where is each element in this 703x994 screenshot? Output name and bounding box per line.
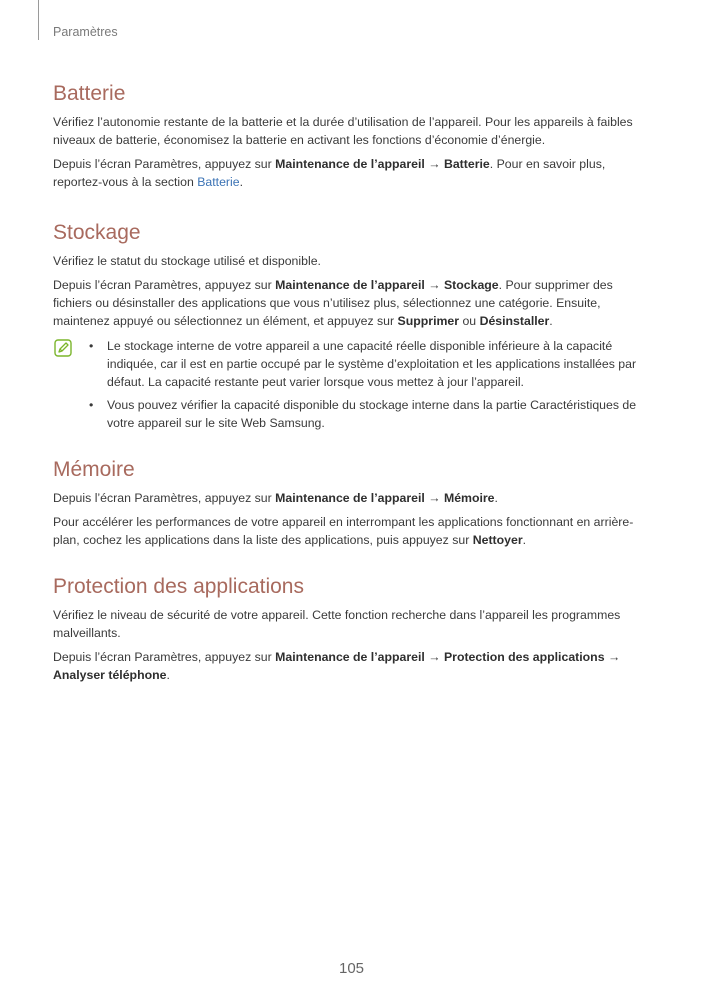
bullet-dot: • xyxy=(89,339,94,353)
arrow-separator: → xyxy=(424,278,444,292)
section-title-batterie: Batterie xyxy=(53,82,126,105)
text: . Pour supprimer des fichiers ou désinstaller des applications que vous n’utilisez plus, sélectionnez une catégorie. Ensuite, maintenez appuyé ou sélectionnez un élément, et appuyez sur xyxy=(53,278,613,328)
note-bullet xyxy=(89,396,653,432)
protection-instructions xyxy=(53,648,653,684)
text: . xyxy=(239,175,244,189)
menu-path-analyser: Analyser téléphone xyxy=(53,668,167,682)
menu-path-maintenance: Maintenance de l’appareil xyxy=(275,157,425,171)
menu-path-maintenance: Maintenance de l’appareil xyxy=(275,278,425,292)
section-title-protection: Protection des applications xyxy=(53,575,304,598)
stockage-description: Vérifiez le statut du stockage utilisé et disponible. xyxy=(53,254,321,268)
text: Pour accélérer les performances de votre appareil en interrompant les applications fonctionnant en arrière-plan, cochez les applications dans la liste des applications, puis appuyez sur xyxy=(53,515,634,547)
text: . xyxy=(166,668,170,682)
text: . xyxy=(522,533,527,547)
protection-description: Vérifiez le niveau de sécurité de votre appareil. Cette fonction recherche dans l’appareil les programmes malveillants. xyxy=(53,608,621,640)
section-batterie xyxy=(53,78,653,191)
page-number: 105 xyxy=(338,960,365,977)
batterie-link[interactable]: Batterie xyxy=(197,175,240,189)
action-nettoyer: Nettoyer xyxy=(472,533,523,547)
menu-path-maintenance: Maintenance de l’appareil xyxy=(275,491,425,505)
note-box xyxy=(53,337,653,432)
note-pencil-icon xyxy=(54,339,72,357)
text: Depuis l’écran Paramètres, appuyez sur xyxy=(53,491,276,505)
memoire-instructions xyxy=(53,489,653,507)
menu-path-memoire: Mémoire xyxy=(443,491,495,505)
menu-path-batterie: Batterie xyxy=(443,157,490,171)
action-supprimer: Supprimer xyxy=(397,314,460,328)
batterie-instructions xyxy=(53,155,653,191)
text: Depuis l’écran Paramètres, appuyez sur xyxy=(53,278,276,292)
text: . xyxy=(494,491,498,505)
stockage-instructions xyxy=(53,276,653,330)
text: Depuis l’écran Paramètres, appuyez sur xyxy=(53,650,276,664)
running-header: Paramètres xyxy=(53,25,118,39)
arrow-separator: → xyxy=(424,157,444,171)
note-bullet-text: Le stockage interne de votre appareil a une capacité réelle disponible inférieure à la capacité indiquée, car il est en partie occupé par le système d’exploitation et les applications installées par défaut. La capacité restante peut varier lorsque vous mettez à jour l’appareil. xyxy=(107,339,637,389)
section-protection xyxy=(53,571,653,684)
section-memoire xyxy=(53,454,653,549)
batterie-description: Vérifiez l’autonomie restante de la batterie et la durée d’utilisation de l’appareil. Pour les appareils à faibles niveaux de batterie, économisez la batterie en activant les fonctions d’économie d’énergie. xyxy=(53,115,633,147)
text: Depuis l’écran Paramètres, appuyez sur xyxy=(53,157,276,171)
section-stockage xyxy=(53,217,653,432)
arrow-separator: → xyxy=(424,491,444,505)
text: . xyxy=(549,314,553,328)
section-title-stockage: Stockage xyxy=(53,221,141,244)
text: . Pour en savoir plus, reportez-vous à la section xyxy=(53,157,606,189)
text: ou xyxy=(459,314,480,328)
note-bullet-text: Vous pouvez vérifier la capacité disponible du stockage interne dans la partie Caractéristiques de votre appareil sur le site Web Samsung. xyxy=(107,398,637,430)
note-bullet xyxy=(89,337,653,391)
bullet-dot: • xyxy=(89,398,94,412)
memoire-description xyxy=(53,513,653,549)
arrow-separator: → xyxy=(604,650,621,664)
action-desinstaller: Désinstaller xyxy=(479,314,550,328)
arrow-separator: → xyxy=(424,650,444,664)
header-divider xyxy=(38,0,39,40)
menu-path-stockage: Stockage xyxy=(443,278,499,292)
menu-path-maintenance: Maintenance de l’appareil xyxy=(275,650,425,664)
menu-path-protection: Protection des applications xyxy=(443,650,605,664)
page-content xyxy=(53,78,653,684)
section-title-memoire: Mémoire xyxy=(53,458,135,481)
